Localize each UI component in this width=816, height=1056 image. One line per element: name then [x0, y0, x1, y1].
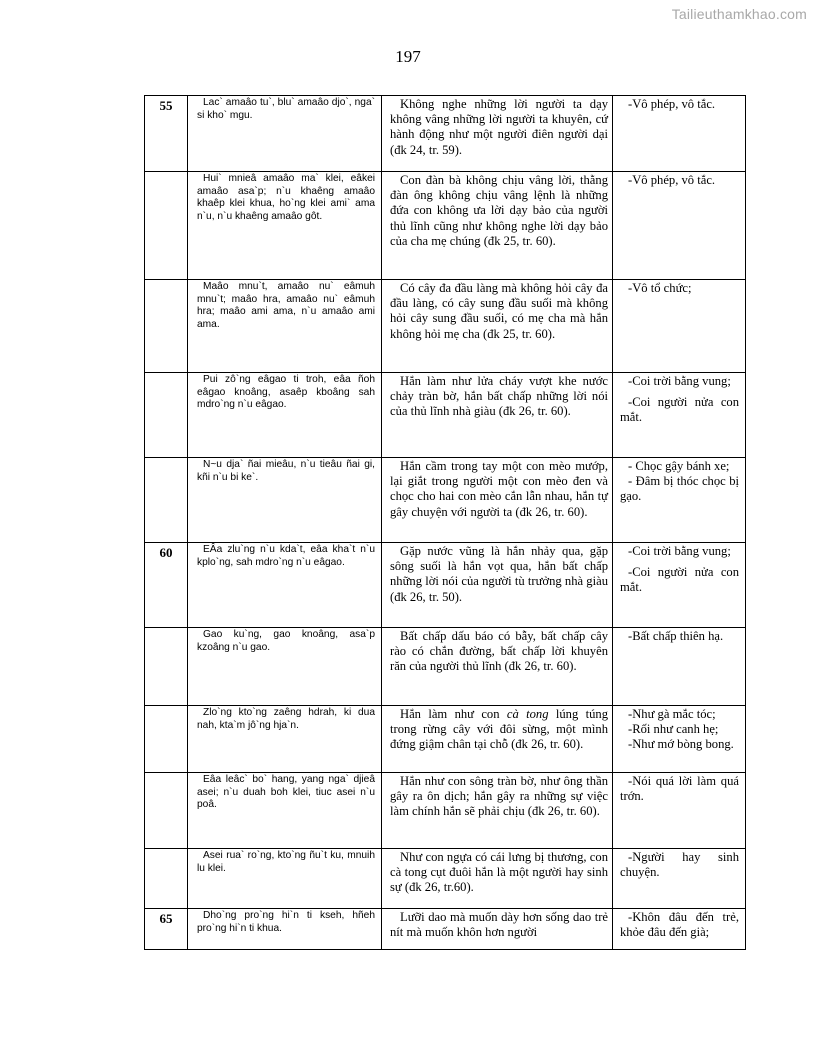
table-row	[145, 849, 746, 909]
ede-proverb: Gao ku`ng, gao knoâng, asa`p kzoâng n`u gao.	[188, 628, 382, 706]
watermark: Tailieuthamkhao.com	[671, 6, 807, 22]
ede-proverb: Asei rua` ro`ng, kto`ng ñu`t ku, mnuih lu klei.	[188, 849, 382, 909]
vietnamese-meaning: Hắn cầm trong tay một con mèo mướp, lại giắt trong người một con mèo đen và chọc cho hai con mèo cắn lẫn nhau, hắn tự gây chuyện với người ta (đk 26, tr. 60).	[382, 458, 613, 543]
ede-proverb: Dho`ng pro`ng hi`n ti kseh, hñeh pro`ng hi`n ti khua.	[188, 909, 382, 950]
vietnamese-meaning: Như con ngựa có cái lưng bị thương, con cà tong cụt đuôi hắn là một người hay sinh sự (đk 26, tr.60).	[382, 849, 613, 909]
row-number	[145, 172, 188, 280]
equivalent-proverb: -Nói quá lời làm quá trớn.	[613, 773, 746, 849]
row-number	[145, 628, 188, 706]
row-number	[145, 706, 188, 773]
vietnamese-meaning: Lưỡi dao mà muốn dày hơn sống dao trẻ nít mà muốn khôn hơn người	[382, 909, 613, 950]
equivalent-proverb: -Bất chấp thiên hạ.	[613, 628, 746, 706]
ede-proverb: Lac` amaâo tu`, blu` amaâo djo`, nga` si kho` mgu.	[188, 96, 382, 172]
table-row	[145, 373, 746, 458]
italic-term: cà tong	[506, 707, 549, 721]
vietnamese-meaning: Hắn làm như lửa cháy vượt khe nước chảy tràn bờ, hắn bất chấp những lời nói của thủ lĩnh nhà giàu (đk 26, tr. 60).	[382, 373, 613, 458]
equivalent-proverb: -Khôn đâu đến trẻ, khỏe đâu đến già;	[613, 909, 746, 950]
row-number	[145, 458, 188, 543]
vietnamese-meaning: Hắn như con sông tràn bờ, như ông thần gây ra ôn dịch; hắn gây ra những sự việc làm chính hắn sẽ phải chịu (đk 26, tr. 60).	[382, 773, 613, 849]
table-row	[145, 628, 746, 706]
table-row	[145, 909, 746, 950]
table-row	[145, 458, 746, 543]
vietnamese-meaning: Không nghe những lời người ta dạy không vâng những lời người ta khuyên, cứ hành động như một người điên người dại (đk 24, tr. 59).	[382, 96, 613, 172]
table-row	[145, 543, 746, 628]
ede-proverb: N~u dja` ñai mieâu, n`u tieâu ñai gi, kñi n`u bi ke`.	[188, 458, 382, 543]
table-row	[145, 706, 746, 773]
row-number	[145, 373, 188, 458]
row-number: 55	[145, 96, 188, 172]
ede-proverb: Pui zô`ng eâgao ti troh, eâa ñoh eâgao knoâng, asaêp kboâng sah mdro`ng n`u eâgao.	[188, 373, 382, 458]
equivalent-proverb: -Coi trời bằng vung; -Coi người nửa con mắt.	[613, 543, 746, 628]
ede-proverb: Zlo`ng kto`ng zaêng hdrah, ki dua nah, kta`m jô`ng hja`n.	[188, 706, 382, 773]
vietnamese-meaning: Bất chấp dấu báo có bẫy, bất chấp cây rào có chắn đường, bất chấp lời khuyên răn của người thủ lĩnh (đk 26, tr. 60).	[382, 628, 613, 706]
table-row	[145, 96, 746, 172]
row-number: 60	[145, 543, 188, 628]
equivalent-proverb: - Chọc gậy bánh xe; - Đâm bị thóc chọc bị gạo.	[613, 458, 746, 543]
vietnamese-meaning: Con đàn bà không chịu vâng lời, thằng đàn ông không chịu vâng lệnh là những đứa con không ưa lời dạy bảo của người thủ lĩnh cũng như không nghe lời dạy bảo của cha mẹ chúng (đk 25, tr. 60).	[382, 172, 613, 280]
proverb-table	[144, 95, 746, 950]
table-row	[145, 280, 746, 373]
table-row	[145, 773, 746, 849]
row-number	[145, 849, 188, 909]
equivalent-proverb: -Coi trời bằng vung; -Coi người nửa con mắt.	[613, 373, 746, 458]
ede-proverb: Maâo mnu`t, amaâo nu` eâmuh mnu`t; maâo hra, amaâo nu` eâmuh hra; maâo ami ama, n`u amaâo ami ama.	[188, 280, 382, 373]
equivalent-proverb: -Người hay sinh chuyện.	[613, 849, 746, 909]
vietnamese-meaning: Gặp nước vũng là hắn nhảy qua, gặp sông suối là hắn vọt qua, hắn bất chấp những lời nói của người tù trưởng nhà giàu (đk 26, tr. 50).	[382, 543, 613, 628]
ede-proverb: Eâa leâc` bo` hang, yang nga` djieâ asei; n`u duah boh klei, tiuc asei n`u poâ.	[188, 773, 382, 849]
vietnamese-meaning: Có cây đa đầu làng mà không hỏi cây đa đầu làng, có cây sung đầu suối mà không hỏi cây sung đầu suối, có mẹ cha mà hắn không hỏi mẹ cha (đk 25, tr. 60).	[382, 280, 613, 373]
row-number	[145, 773, 188, 849]
equivalent-proverb: -Như gà mắc tóc; -Rối như canh hẹ; -Như mớ bòng bong.	[613, 706, 746, 773]
vietnamese-meaning: Hắn làm như con cà tong lúng túng trong rừng cây với đôi sừng, một mình đứng giậm chân tại chỗ (đk 26, tr. 60).	[382, 706, 613, 773]
ede-proverb: EÂa zlu`ng n`u kda`t, eâa kha`t n`u kplo`ng, sah mdro`ng n`u eâgao.	[188, 543, 382, 628]
page-number: 197	[395, 47, 421, 66]
row-number: 65	[145, 909, 188, 950]
equivalent-proverb: -Vô tổ chức;	[613, 280, 746, 373]
row-number	[145, 280, 188, 373]
equivalent-proverb: -Vô phép, vô tắc.	[613, 172, 746, 280]
ede-proverb: Hui` mnieâ amaâo ma` klei, eâkei amaâo asa`p; n`u khaêng amaâo khaêp klei khua, ho`ng klei ami` ama n`u, n`u khaêng amaâo gôt.	[188, 172, 382, 280]
table-row	[145, 172, 746, 280]
equivalent-proverb: -Vô phép, vô tắc.	[613, 96, 746, 172]
